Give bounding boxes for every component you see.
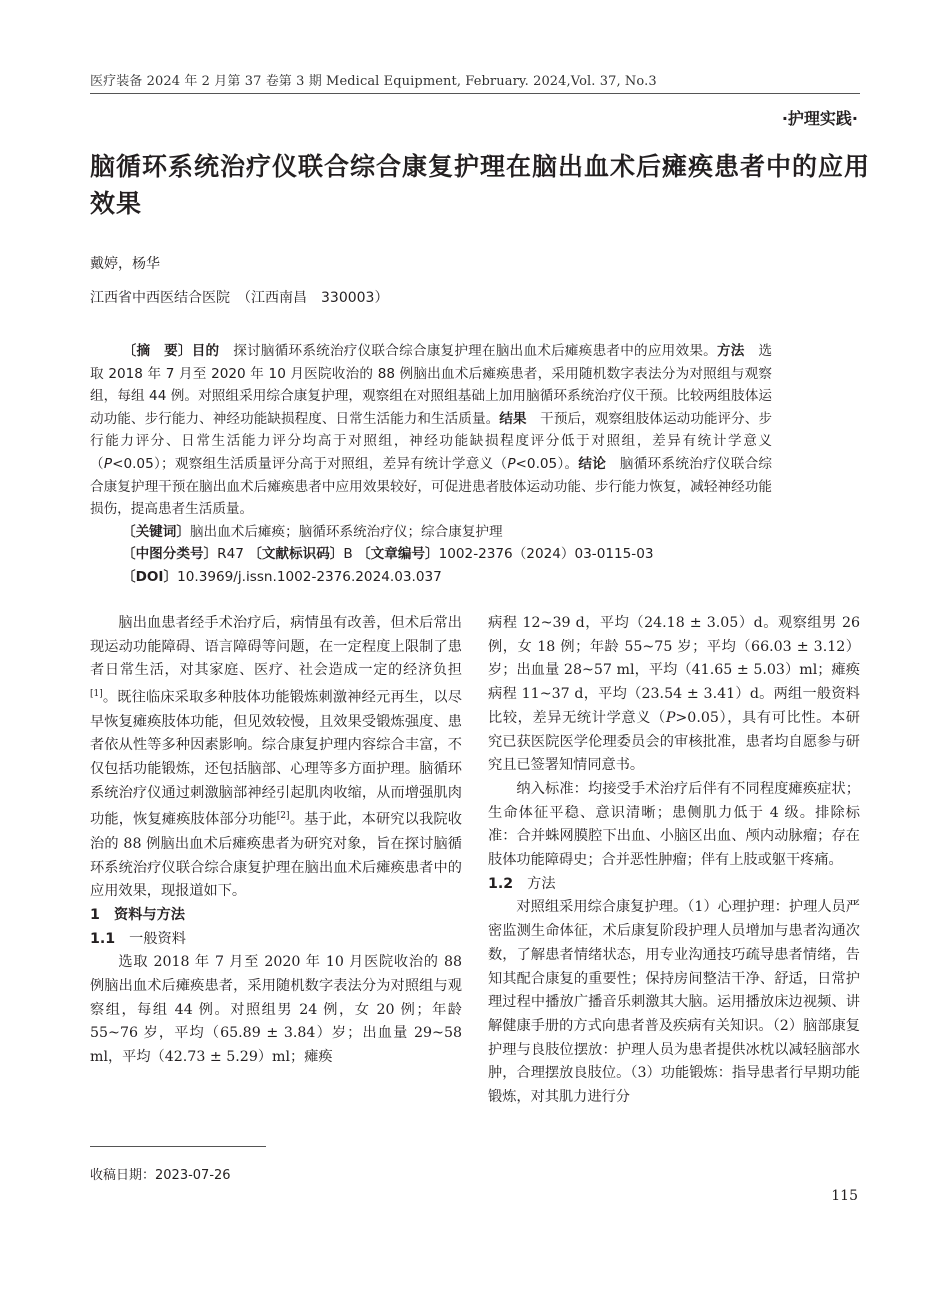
purpose-label: 目的 xyxy=(191,343,220,359)
keywords-label: 〔关键词〕 xyxy=(122,523,190,540)
doi-value: 10.3969/j.issn.1002-2376.2024.03.037 xyxy=(177,568,442,585)
doi-label: 〔DOI〕 xyxy=(122,568,178,585)
general-info-paragraph: 选取 2018 年 7 月至 2020 年 10 月医院收治的 88 例脑出血术后瘫痪患者，采用随机数字表法分为对照组与观察组，每组 44 例。对照组男 24 例，女 20 例；年龄 55~76 岁，平均（65.89 ± 3.84）岁；出血量 29~58 ml，平均（42.73 ± 5.29）ml；瘫痪 xyxy=(90,954,462,1066)
section-1-1-number: 1.1 xyxy=(90,930,116,947)
result-text-c: <0.05）。 xyxy=(515,455,579,472)
article-no-label: 〔文章编号〕 xyxy=(357,546,439,563)
result-label: 结果 xyxy=(499,410,527,427)
clc-label: 〔中图分类号〕 xyxy=(122,546,218,563)
doi-line xyxy=(90,566,772,589)
section-tag: ·护理实践· xyxy=(781,109,858,128)
keywords-text: 脑出血术后瘫痪；脑循环系统治疗仪；综合康复护理 xyxy=(189,523,503,540)
header-rule xyxy=(90,93,860,94)
result-text-b: <0.05）；观察组生活质量评分高于对照组，差异有统计学意义（ xyxy=(112,455,508,472)
section-1-2-title: 方法 xyxy=(527,875,556,892)
doc-code-value: B xyxy=(343,546,353,563)
section-1-1-title: 一般资料 xyxy=(129,930,186,947)
intro-text-c: 。基于此，本研究以我院收治的 88 例脑出血术后瘫痪患者为研究对象，旨在探讨脑循环系统治疗仪联合综合康复护理在脑出血术后瘫痪患者中的应用效果，现报道如下。 xyxy=(90,812,462,900)
authors: 戴婷，杨华 xyxy=(90,256,160,272)
abstract-label: 〔摘 要〕 xyxy=(122,343,192,359)
section-1-2-number: 1.2 xyxy=(488,875,514,892)
page-number: 115 xyxy=(831,1188,858,1204)
journal-header: 医疗装备 2024 年 2 月第 37 卷第 3 期 Medical Equipment, February. 2024,Vol. 37, No.3 xyxy=(90,74,657,89)
article-title: 脑循环系统治疗仪联合综合康复护理在脑出血术后瘫痪患者中的应用效果 xyxy=(90,152,871,218)
article-no-value: 1002-2376（2024）03-0115-03 xyxy=(438,546,654,563)
method-text: 选取 2018 年 7 月至 2020 年 10 月医院收治的 88 例脑出血术后瘫痪患者，采用随机数字表法分为对照组与观察组，每组 44 例。对照组采用综合康复护理，观察组在对照组基础上加用脑循环系统治疗仪干预。比较两组肢体运动功能、步行能力、神经功能缺损程度、日常生活能力和生活质量。 xyxy=(90,343,773,427)
purpose-text: 探讨脑循环系统治疗仪联合综合康复护理在脑出血术后瘫痪患者中的应用效果。 xyxy=(219,343,717,359)
received-date: 收稿日期：2023-07-26 xyxy=(90,1168,231,1183)
affiliation: 江西省中西医结合医院 （江西南昌 330003） xyxy=(90,290,389,306)
method-label: 方法 xyxy=(716,343,745,359)
p-symbol-a: P xyxy=(103,455,113,472)
p-symbol-c: P xyxy=(665,709,676,726)
result-text-a: 干预后，观察组肢体运动功能评分、步行能力评分、日常生活能力评分均高于对照组，神经功能缺损程度评分低于对照组，差异有统计学意义（ xyxy=(90,410,773,472)
continued-text-b: >0.05），具有可比性。本研究已获医院医学伦理委员会的审核批准，患者均自愿参与研究且已签署知情同意书。 xyxy=(488,709,860,774)
citation-2[interactable]: [2] xyxy=(276,811,290,822)
general-info-continued xyxy=(488,612,860,778)
section-1-1-heading xyxy=(90,928,462,952)
clc-value: R47 xyxy=(217,546,244,563)
section-1-2-heading xyxy=(488,873,860,897)
criteria-paragraph: 纳入标准：均接受手术治疗后伴有不同程度瘫痪症状；生命体征平稳、意识清晰；患侧肌力低于 4 级。排除标准：合并蛛网膜腔下出血、小脑区出血、颅内动脉瘤；存在肢体功能障碍史；合并恶性肿瘤；伴有上肢或躯干疼痛。 xyxy=(488,780,860,869)
p-symbol-b: P xyxy=(507,455,516,472)
conclusion-text: 脑循环系统治疗仪联合综合康复护理干预在脑出血术后瘫痪患者中应用效果较好，可促进患者肢体运动功能、步行能力恢复，减轻神经功能损伤，提高患者生活质量。 xyxy=(90,455,773,518)
doc-code-label: 〔文献标识码〕 xyxy=(248,546,344,563)
intro-paragraph xyxy=(90,612,462,904)
intro-text-b: 。既往临床采取多种肢体功能锻炼刺激神经元再生，以尽早恢复瘫痪肢体功能，但见效较慢，且效果受锻炼强度、患者依从性等多种因素影响。综合康复护理内容综合丰富，不仅包括功能锻炼，还包括脑部、心理等多方面护理。脑循环系统治疗仪通过刺激脑部神经引起肌肉收缩，从而增强肌肉功能，恢复瘫痪肢体部分功能 xyxy=(90,689,462,829)
citation-1[interactable]: [1] xyxy=(90,689,103,700)
abstract-text xyxy=(90,340,772,521)
classification-line xyxy=(90,543,772,566)
conclusion-label: 结论 xyxy=(578,455,607,472)
body-column-left xyxy=(90,612,462,1070)
section-1-heading: 1 资料与方法 xyxy=(90,906,185,923)
intro-text-a: 脑出血患者经手术治疗后，病情虽有改善，但术后常出现运动功能障碍、语言障碍等问题，在一定程度上限制了患者日常生活，对其家庭、医疗、社会造成一定的经济负担 xyxy=(90,615,462,679)
method-paragraph: 对照组采用综合康复护理。（1）心理护理：护理人员严密监测生命体征，术后康复阶段护理人员增加与患者沟通次数，了解患者情绪状态，用专业沟通技巧疏导患者情绪，告知其配合康复的重要性；保持房间整洁干净、舒适，日常护理过程中播放广播音乐刺激其大脑。运用播放床边视频、讲解健康手册的方式向患者普及疾病有关知识。（2）脑部康复护理与良肢位摆放：护理人员为患者提供冰枕以减轻脑部水肿，合理摆放良肢位。（3）功能锻炼：指导患者行早期功能锻炼，对其肌力进行分 xyxy=(488,899,860,1106)
body-column-right xyxy=(488,612,860,1110)
continued-text-a: 病程 12~39 d，平均（24.18 ± 3.05）d。观察组男 26 例，女 18 例；年龄 55~75 岁；平均（66.03 ± 3.12）岁；出血量 28~57 ml，平均（41.65 ± 5.03）ml；瘫痪病程 11~37 d，平均（23.54 ± 3.41）d。两组一般资料比较，差异无统计学意义（ xyxy=(488,615,860,726)
footnote-rule xyxy=(90,1146,266,1147)
keywords-line xyxy=(90,521,772,544)
abstract-block xyxy=(90,340,772,589)
